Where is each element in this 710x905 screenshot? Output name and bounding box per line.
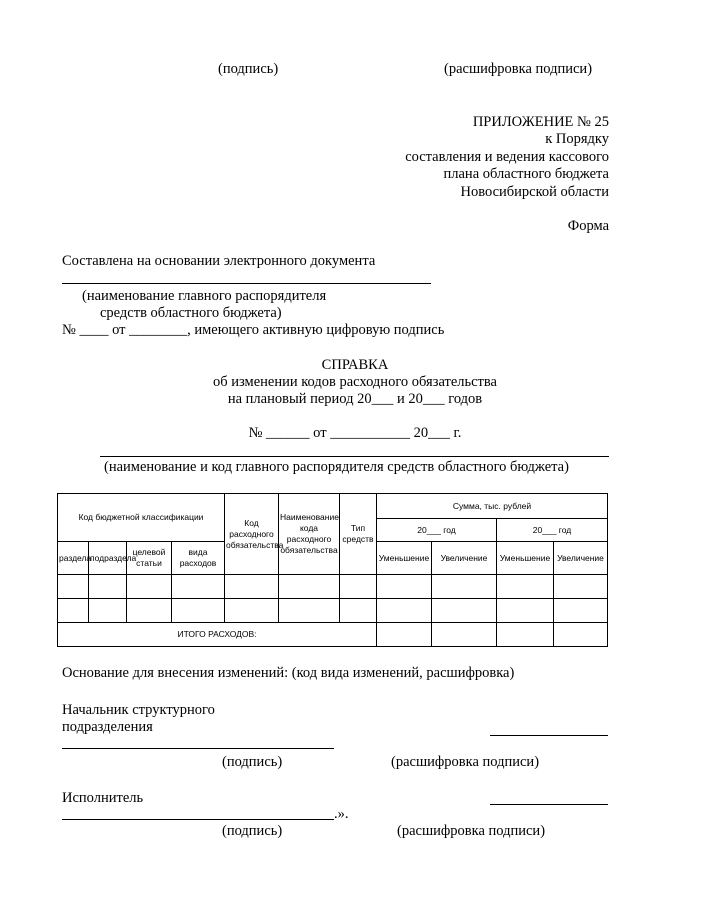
total-row [58,623,608,647]
executor-signature-line [62,819,334,820]
subheader-increase-1: Увеличение [432,542,497,575]
executor-decoding-caption: (расшифровка подписи) [397,823,546,839]
organization-underline [100,456,609,457]
form-label: Форма [567,218,609,234]
organization-caption: (наименование и код главного распорядителя средств областного бюджета) [104,459,569,475]
executor-signature-caption: (подпись) [222,823,283,839]
appendix-line-3: плана областного бюджета [443,166,609,182]
executor-decoding-line [490,804,608,805]
basis-underline [62,283,431,284]
executor-label: Исполнитель [62,790,144,806]
change-reason: Основание для внесения изменений: (код вида изменений, расшифровка) [62,665,515,681]
table-row [58,599,608,623]
subheader-subsection: подраздела [89,542,127,575]
total-label: ИТОГО РАСХОДОВ: [58,623,377,647]
document-subtitle-2: на плановый период 20___ и 20___ годов [227,391,483,407]
header-obligation-code: Код расходного обязательства [225,494,279,575]
header-year-2: 20___ год [497,519,608,542]
header-year-1: 20___ год [377,519,497,542]
appendix-number: ПРИЛОЖЕНИЕ № 25 [472,114,609,130]
table-row [58,575,608,599]
head-decoding-line [490,735,608,736]
document-number-line: № ______ от ___________ 20___ г. [248,425,462,441]
subheader-decrease-2: Уменьшение [497,542,554,575]
header-amount: Сумма, тыс. рублей [377,494,608,519]
head-decoding-caption: (расшифровка подписи) [391,754,540,770]
executor-closing-mark: .». [334,806,349,822]
document-title: СПРАВКА [321,357,389,373]
top-signature-caption: (подпись) [218,61,279,77]
changes-table [57,493,608,647]
top-decoding-caption: (расшифровка подписи) [444,61,593,77]
basis-line: Составлена на основании электронного документа [62,253,376,269]
basis-document-line: № ____ от ________, имеющего активную цифровую подпись [62,322,445,338]
document-subtitle-1: об изменении кодов расходного обязательства [212,374,497,390]
basis-caption-2: средств областного бюджета) [100,305,282,321]
head-signature-caption: (подпись) [222,754,283,770]
appendix-line-4: Новосибирской области [460,184,609,200]
subheader-target-item: целевой статьи [127,542,172,575]
head-title-line-1: Начальник структурного [62,702,215,718]
subheader-decrease-1: Уменьшение [377,542,432,575]
subheader-section: раздела [58,542,89,575]
subheader-expense-type: вида расходов [172,542,225,575]
head-title-line-2: подразделения [62,719,153,735]
basis-caption-1: (наименование главного распорядителя [82,288,327,304]
appendix-line-1: к Порядку [545,131,609,147]
header-funds-type: Тип средств [340,494,377,575]
appendix-line-2: составления и ведения кассового [405,149,609,165]
header-budget-classification: Код бюджетной классификации [58,494,225,542]
header-obligation-name: Наименование кода расходного обязательства [279,494,340,575]
subheader-increase-2: Увеличение [554,542,608,575]
head-signature-line [62,748,334,749]
